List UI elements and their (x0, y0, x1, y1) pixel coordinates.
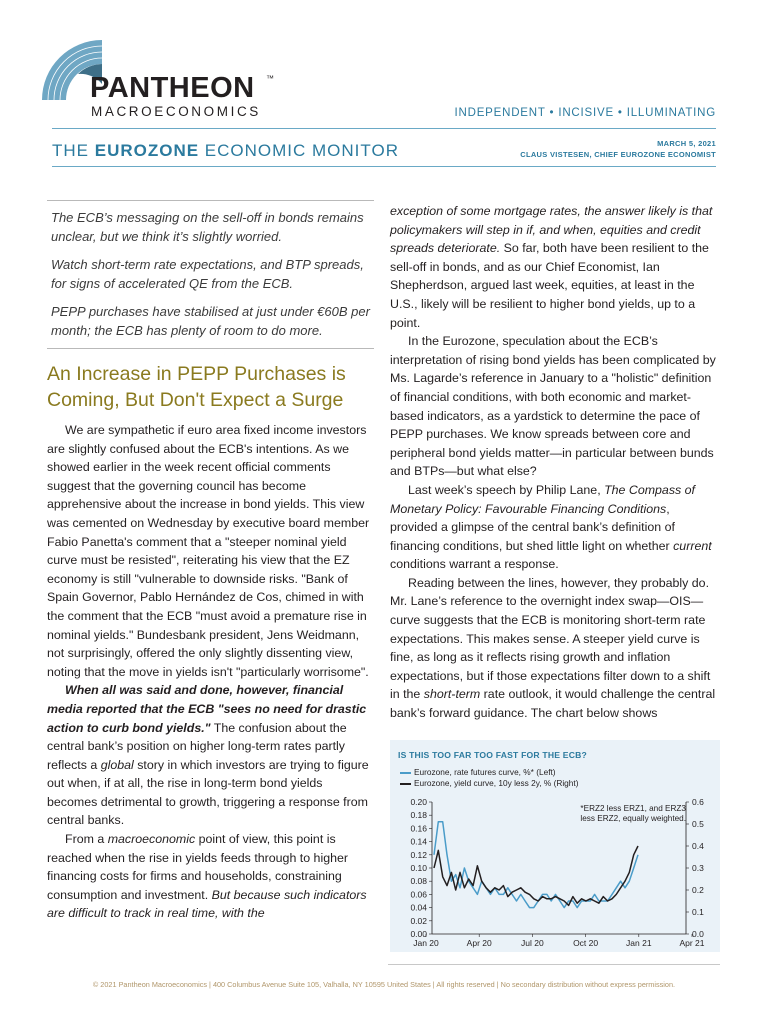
article-headline: An Increase in PEPP Purchases is Coming, But Don't Expect a Surge (47, 363, 346, 411)
header-divider (52, 128, 716, 129)
legend-entry (400, 778, 578, 789)
y-tick-label-left: 0.06 (410, 889, 427, 900)
series-line-yield-curve (434, 846, 638, 905)
body-paragraph: Last week’s speech by Philip Lane, The Compass of Monetary Policy: Favourable Financing Conditions, provided a glimpse of the central bank’s definition of financing conditions, but shed little light on whether current conditions warrant a response. (390, 482, 712, 572)
author-line: CLAUS VISTESEN, CHIEF EUROZONE ECONOMIST (520, 150, 716, 159)
series-line-rate-futures (434, 822, 638, 908)
right-column (390, 202, 720, 723)
y-tick-label-left: 0.20 (410, 797, 427, 807)
y-tick-label-right: 0.3 (692, 863, 704, 873)
y-tick-label-right: 0.5 (692, 819, 704, 829)
y-tick-label-left: 0.16 (410, 823, 427, 834)
y-tick-label-right: 0.4 (692, 841, 704, 851)
issue-date: MARCH 5, 2021 (657, 139, 716, 148)
chart-panel (390, 740, 720, 952)
body-paragraph: Reading between the lines, however, they probably do. Mr. Lane’s reference to the overnight index swap—OIS—curve suggests that the ECB is monitoring short-term rate expectations. This makes sense. A steeper yield curve is fine, as long as it reflects rising growth and inflation expectations, but if those expectations filter down to a shift in the short-term rate outlook, it would challenge the central bank’s forward guidance. The chart below shows (390, 575, 716, 721)
body-paragraph: From a macroeconomic point of view, this point is reached when the rise in yields feeds through to higher financing costs for firms and households, constraining consumption and investment. But because such indicators are difficult to track in real time, with the (47, 832, 367, 921)
legend-label: Eurozone, yield curve, 10y less 2y, % (Right) (414, 778, 579, 788)
title-divider (52, 166, 716, 167)
footer-divider (388, 964, 720, 965)
y-tick-label-left: 0.14 (410, 836, 427, 847)
y-tick-label-right: 0.1 (692, 907, 704, 917)
summary-point: The ECB’s messaging on the sell-off in bonds remains unclear, but we think it’s slightly worried. (51, 210, 364, 244)
key-points-summary (47, 200, 374, 349)
chart-note: *ERZ2 less ERZ1, and ERZ3 (580, 804, 686, 813)
chart-note: less ERZ2, equally weighted. (580, 814, 686, 823)
x-tick-label: Apr 21 (679, 938, 705, 948)
tagline: INDEPENDENT • INCISIVE • ILLUMINATING (454, 107, 716, 119)
y-tick-label-left: 0.18 (410, 810, 427, 821)
x-tick-label: Apr 20 (466, 938, 492, 948)
body-paragraph: When all was said and done, however, financial media reported that the ECB "sees no need for drastic action to curb bond yields." The confusion about the central bank’s position on higher long-term rates partly reflects a global story in which investors are trying to figure out when, if at all, the rise in long-term bond yields becomes detrimental to growth, triggering a response from central banks. (47, 683, 369, 828)
left-column (47, 200, 374, 923)
summary-point: Watch short-term rate expectations, and BTP spreads, for signs of accelerated QE from the ECB. (51, 257, 364, 291)
chart-title: IS THIS TOO FAR TOO FAST FOR THE ECB? (398, 750, 587, 760)
summary-point: PEPP purchases have stabilised at just under €60B per month; the ECB has plenty of room to do more. (51, 304, 370, 338)
legend-swatch (400, 772, 411, 774)
trademark-symbol: ™ (266, 74, 274, 83)
y-tick-label-left: 0.04 (410, 902, 427, 913)
chart-legend (400, 767, 578, 789)
y-tick-label-left: 0.00 (410, 929, 427, 939)
brand-subtitle: MACROECONOMICS (91, 104, 261, 119)
y-tick-label-right: 0.2 (692, 885, 704, 895)
footer-copyright: © 2021 Pantheon Macroeconomics | 400 Columbus Avenue Suite 105, Valhalla, NY 10595 United States | All rights reserved | No secondary distribution without express permission. (92, 980, 676, 989)
article-body-left (47, 421, 374, 923)
y-tick-label-right: 0.0 (692, 929, 704, 939)
x-tick-label: Jan 21 (626, 938, 652, 948)
y-tick-label-left: 0.10 (410, 863, 427, 873)
x-tick-label: Jan 20 (413, 938, 439, 948)
x-tick-label: Oct 20 (573, 938, 599, 948)
body-paragraph: In the Eurozone, speculation about the ECB’s interpretation of rising bond yields has been complicated by Ms. Lagarde’s reference in January to a "holistic" definition of financial conditions, with both economic and market-based indicators, as a yardstick to determine the pace of PEPP purchases. We know spreads between core and peripheral bond yields matter—in particular between bunds and BTPs—but what else? (390, 334, 716, 479)
x-tick-label: Jul 20 (521, 938, 544, 948)
y-tick-label-left: 0.02 (410, 915, 427, 926)
publication-title: THE EUROZONE ECONOMIC MONITOR (52, 141, 399, 160)
body-paragraph: We are sympathetic if euro area fixed income investors are slightly confused about the ECB's intentions. As we showed earlier in the week recent official comments suggest that the governing council has become apprehensive about the increase in bond yields. This view was cemented on Wednesday by executive board member Fabio Panetta's comment that a "steeper nominal yield curve must be resisted", reiterating his view that the EZ economy is still "vulnerable to downside risks. "Bank of Spain Governor, Pablo Hernández de Cos, chimed in with the comment that the ECB "must avoid a premature rise in nominal yields." Bundesbank president, Jens Weidmann, not surprisingly, offered the only slightly dissenting view, noting that the move in yields isn't "particularly worrisome". (47, 423, 370, 679)
legend-swatch (400, 783, 411, 785)
y-tick-label-left: 0.08 (410, 876, 427, 887)
legend-label: Eurozone, rate futures curve, %* (Left) (414, 767, 556, 777)
body-paragraph: exception of some mortgage rates, the answer likely is that policymakers will step in if, and when, equities and credit spreads deteriorate. So far, both have been resilient to the sell-off in bonds, and as our Chief Economist, Ian Shepherdson, argued last week, equities, at least in the U.S., likely will be resilient to higher bond yields, up to a point. (390, 204, 713, 330)
legend-entry (400, 767, 578, 778)
y-tick-label-right: 0.6 (692, 797, 704, 807)
brand-name: PANTHEON (90, 72, 255, 104)
y-tick-label-left: 0.12 (410, 849, 427, 860)
